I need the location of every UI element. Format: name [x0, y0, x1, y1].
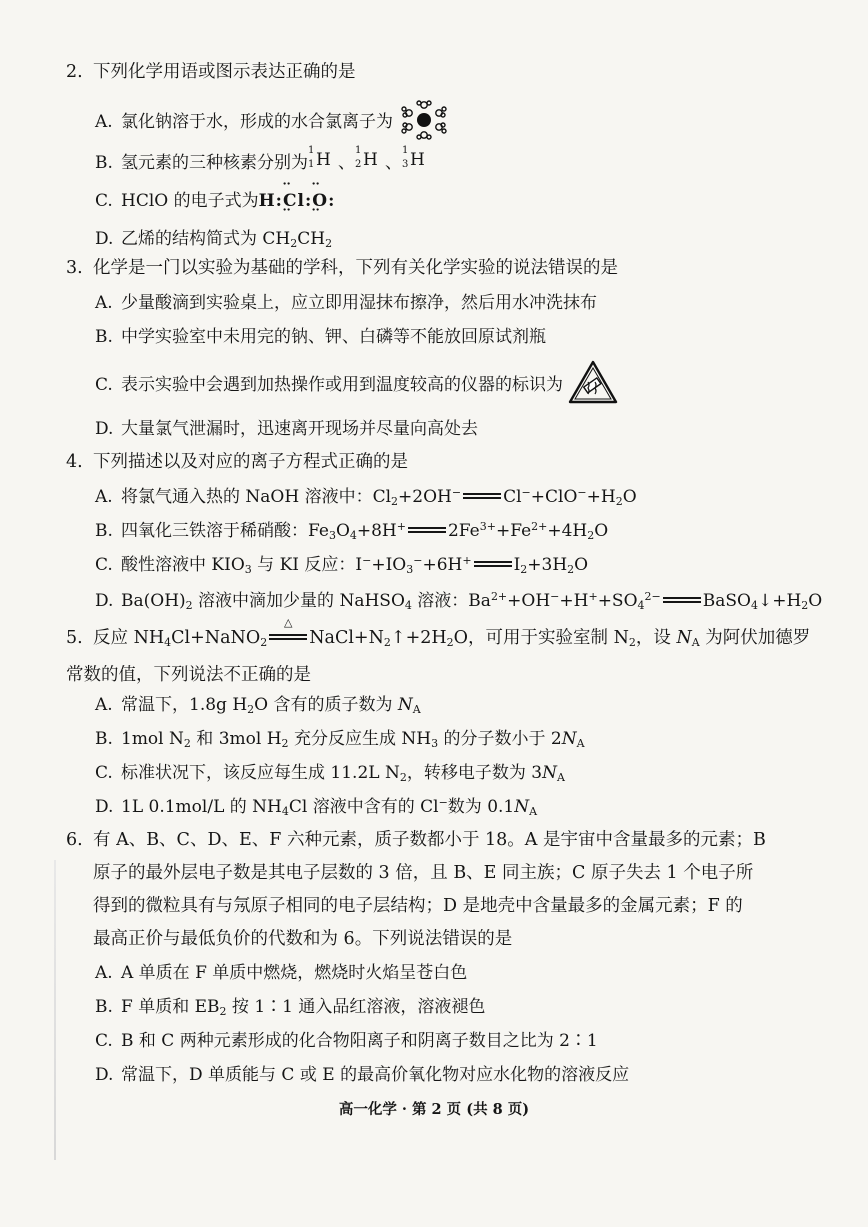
option-text: 1L 0.1mol/L 的 NH: [121, 797, 282, 817]
question-stem: 反应 NH: [93, 628, 165, 648]
option-2b: B. 氢元素的三种核素分别为 1 1 H 、 1 2 H 、 1 3 H: [95, 148, 432, 173]
option-4b: B. 四氧化三铁溶于稀硝酸：$Fe_3O_4+8H^+$ $2Fe^{3+}+Fe^{2+}+4H_2O$: [95, 520, 609, 542]
option-label: A.: [95, 112, 113, 132]
option-5d: D. 1L 0.1mol/L 的 $NH_4Cl$ 溶液中含有的 Cl−数为 $0.1N_A$: [95, 796, 538, 818]
option-4c: C. 酸性溶液中 $KIO_3$ 与 KI 反应：$I^-+IO_3^-+6H^+$ $I_2+3H_2O$: [95, 554, 589, 576]
option-label: D.: [95, 229, 114, 249]
option-label: A.: [95, 487, 113, 507]
option-label: B.: [95, 729, 113, 749]
heat-arrow: △: [269, 632, 307, 642]
option-text: 大量氯气泄漏时，迅速离开现场并尽量向高处去: [121, 419, 478, 439]
option-text: 表示实验中会遇到加热操作或用到温度较高的仪器的标识为: [121, 375, 563, 395]
option-label: B.: [95, 997, 113, 1017]
option-text: 标准状况下，该反应每生成 11.2L N: [121, 763, 400, 783]
question-stem: 下列化学用语或图示表达正确的是: [93, 62, 356, 82]
question-3: [66, 252, 618, 285]
option-label: B.: [95, 327, 113, 347]
option-5c: C. 标准状况下，该反应每生成 11.2L $N_2$，转移电子数为 $3N_A$: [95, 763, 565, 784]
option-text: 酸性溶液中 KIO: [121, 555, 245, 575]
option-label: D.: [95, 419, 114, 439]
option-text: 常温下，1.8g H: [121, 695, 248, 715]
option-label: B.: [95, 521, 113, 541]
question-stem-line-2: 原子的最外层电子数是其电子层数的 3 倍，且 B、E 同主族；C 原子失去 1 个电子所: [93, 863, 754, 883]
option-3c: [95, 360, 618, 404]
option-text: 四氧化三铁溶于稀硝酸：: [121, 521, 308, 541]
scan-edge-decoration: [54, 860, 56, 1160]
option-text: 1mol N: [121, 729, 184, 749]
option-label: A.: [95, 293, 113, 313]
option-text: 氢元素的三种核素分别为: [121, 153, 308, 173]
option-text: 常温下，D 单质能与 C 或 E 的最高价氧化物对应水化物的溶液反应: [121, 1065, 630, 1085]
option-3d: [95, 414, 478, 439]
question-number: 5.: [66, 628, 83, 648]
electron-formula: H:: Cl ::: O ::: [259, 191, 336, 211]
option-text: F 单质和 EB: [121, 997, 220, 1017]
option-3b: [95, 322, 546, 347]
option-text: Ba(OH): [121, 591, 186, 611]
option-2a: [95, 100, 450, 140]
option-5b: B. 1mol $N_2$ 和 3mol $H_2$ 充分反应生成 $NH_3$ 的分子数小于 $2N_A$: [95, 729, 585, 750]
question-stem-line-3: 得到的微粒具有与氖原子相同的电子层结构；D 是地壳中含量最多的金属元素；F 的: [93, 896, 743, 916]
option-text: 乙烯的结构简式为 CH: [121, 229, 291, 249]
option-label: C.: [95, 1031, 113, 1051]
hot-surface-warning-icon: [568, 360, 618, 404]
option-label: D.: [95, 797, 114, 817]
question-stem-line-4: 最高正价与最低负价的代数和为 6。下列说法错误的是: [93, 929, 513, 949]
question-2: [66, 56, 356, 89]
option-label: C.: [95, 191, 113, 211]
option-4a: A. 将氯气通入热的 NaOH 溶液中：$Cl_2+2OH^-$ $Cl^-+ClO^-+H_2O$: [95, 486, 637, 508]
option-text: 中学实验室中未用完的钠、钾、白磷等不能放回原试剂瓶: [121, 327, 546, 347]
option-2c: [95, 186, 335, 211]
hydrated-chloride-ion-diagram-icon: [398, 100, 450, 140]
question-stem-continued: 常数的值，下列说法不正确的是: [66, 665, 311, 685]
option-label: C.: [95, 763, 113, 783]
option-5a: A. 常温下，1.8g $H_2O$ 含有的质子数为 $N_A$: [95, 695, 421, 716]
option-3a: [95, 288, 597, 313]
option-6b: B. F 单质和 $EB_2$ 按 1∶1 通入品红溶液，溶液褪色: [95, 997, 486, 1018]
option-text: A 单质在 F 单质中燃烧，燃烧时火焰呈苍白色: [121, 963, 468, 983]
question-6: [66, 824, 766, 956]
option-6a: [95, 958, 467, 983]
question-number: 4.: [66, 452, 83, 472]
option-label: A.: [95, 695, 113, 715]
question-number: 3.: [66, 258, 83, 278]
question-stem: 下列描述以及对应的离子方程式正确的是: [93, 452, 408, 472]
option-label: C.: [95, 555, 113, 575]
option-6d: [95, 1060, 629, 1085]
option-6c: [95, 1026, 598, 1051]
option-4d: D. $Ba(OH)_2$ 溶液中滴加少量的 NaHSO$_4$ 溶液：$Ba^{2+}+OH^-+H^++SO_4^{2-}$ $BaSO_4↓+H_2O$: [95, 590, 823, 612]
isotope-protium: 1 1 H: [308, 145, 331, 170]
isotope-deuterium: 1 2 H: [355, 145, 378, 170]
option-label: C.: [95, 375, 113, 395]
question-stem: 化学是一门以实验为基础的学科，下列有关化学实验的说法错误的是: [93, 258, 618, 278]
option-label: B.: [95, 153, 113, 173]
option-label: A.: [95, 963, 113, 983]
option-text: HClO 的电子式为: [121, 191, 259, 211]
option-2d: D. 乙烯的结构简式为 $CH_2CH_2$: [95, 229, 333, 250]
option-text: B 和 C 两种元素形成的化合物阳离子和阴离子数目之比为 2∶1: [121, 1031, 598, 1051]
question-number: 6.: [66, 830, 83, 850]
option-text: 少量酸滴到实验桌上，应立即用湿抹布擦净，然后用水冲洗抹布: [121, 293, 597, 313]
option-text: 将氯气通入热的 NaOH 溶液中：: [121, 487, 373, 507]
question-stem-line-1: 有 A、B、C、D、E、F 六种元素，质子数都小于 18。A 是宇宙中含量最多的元素；B: [93, 830, 766, 850]
question-number: 2.: [66, 62, 83, 82]
isotope-tritium: 1 3 H: [402, 145, 425, 170]
question-5: 5. 反应 $NH_4Cl+NaNO_2$ △ $NaCl+N_2↑+2H_2O$，可用于实验室制 $N_2$，设 $N_A$ 为阿伏加德罗 常数的值，下列说法不正确的是: [66, 616, 811, 685]
option-label: D.: [95, 591, 114, 611]
page-footer: 高一化学 · 第 2 页 (共 8 页): [338, 1101, 530, 1118]
option-label: D.: [95, 1065, 114, 1085]
option-text: 氯化钠溶于水，形成的水合氯离子为: [121, 112, 393, 132]
question-4: [66, 446, 408, 479]
